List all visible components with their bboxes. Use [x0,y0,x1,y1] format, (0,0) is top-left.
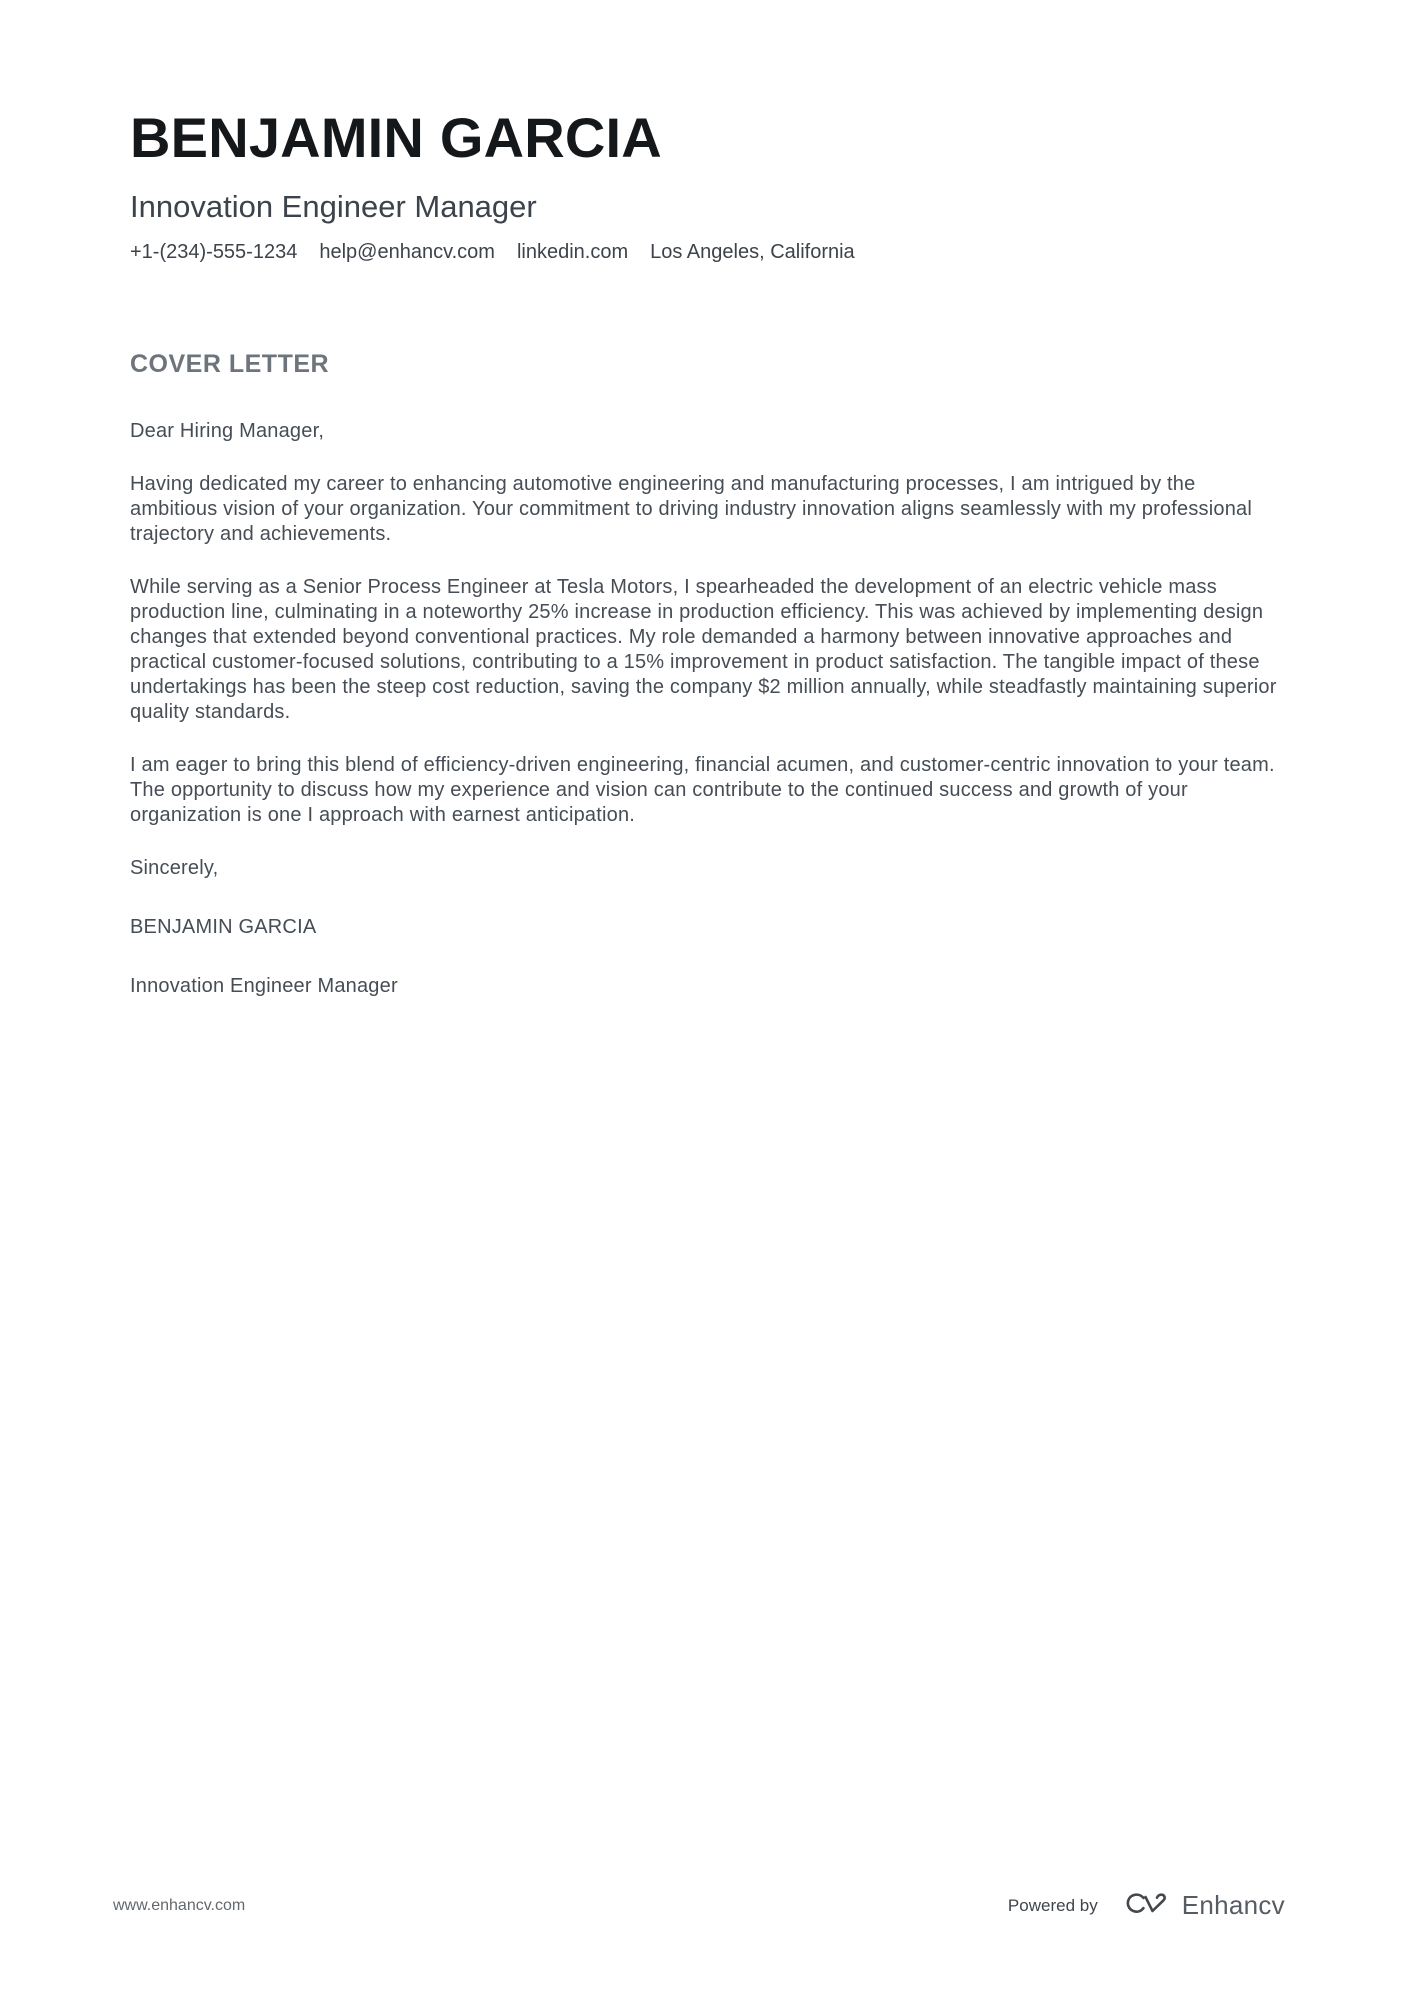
powered-by-group [1008,1890,1285,1921]
salutation: Dear Hiring Manager, [130,420,325,443]
enhancv-brand-text: Enhancv [1181,1890,1285,1920]
section-label-cover-letter: COVER LETTER [130,350,330,379]
closing-line: Sincerely, [130,857,219,880]
letter-paragraph: I am eager to bring this blend of efficiency-driven engineering, financial acumen, and customer-centric innovation to your team. The opportunity to discuss how my experience and vision can contribute to the continued success and growth of your organization is one I approach with earnest anticipation. [130,754,1275,827]
signature-name: BENJAMIN GARCIA [130,916,317,939]
person-job-title: Innovation Engineer Manager [130,189,537,225]
signature-title: Innovation Engineer Manager [130,975,398,998]
powered-by-label: Powered by [1007,1895,1098,1915]
contact-phone: +1-(234)-555-1234 [130,241,298,264]
letter-header [130,106,1283,264]
letter-body [130,419,1283,999]
contact-row [130,240,1283,264]
letter-paragraph: Having dedicated my career to enhancing automotive engineering and manufacturing processes, I am intrigued by the ambitious vision of your organization. Your commitment to driving industry innovation aligns seamlessly with my professional trajectory and achievements. [130,473,1252,546]
enhancv-website-link[interactable]: www.enhancv.com [113,1896,246,1914]
page-footer [113,1890,1285,1921]
contact-email-link[interactable]: help@enhancv.com [319,241,495,264]
contact-linkedin-link[interactable]: linkedin.com [516,241,629,264]
letter-paragraph: While serving as a Senior Process Engineer at Tesla Motors, I spearheaded the development of an electric vehicle mass production line, culminating in a noteworthy 25% increase in production efficiency. This was achieved by implementing design changes that extended beyond conventional practices. My role demanded a harmony between innovative approaches and practical customer-focused solutions, contributing to a 15% improvement in product satisfaction. The tangible impact of these undertakings has been the steep cost reduction, saving the company $2 million annually, while steadfastly maintaining superior quality standards. [130,576,1277,724]
person-name: BENJAMIN GARCIA [130,106,662,169]
enhancv-brand-link[interactable] [1124,1890,1285,1921]
contact-location: Los Angeles, California [650,241,855,264]
enhancv-logo-icon [1124,1891,1170,1921]
